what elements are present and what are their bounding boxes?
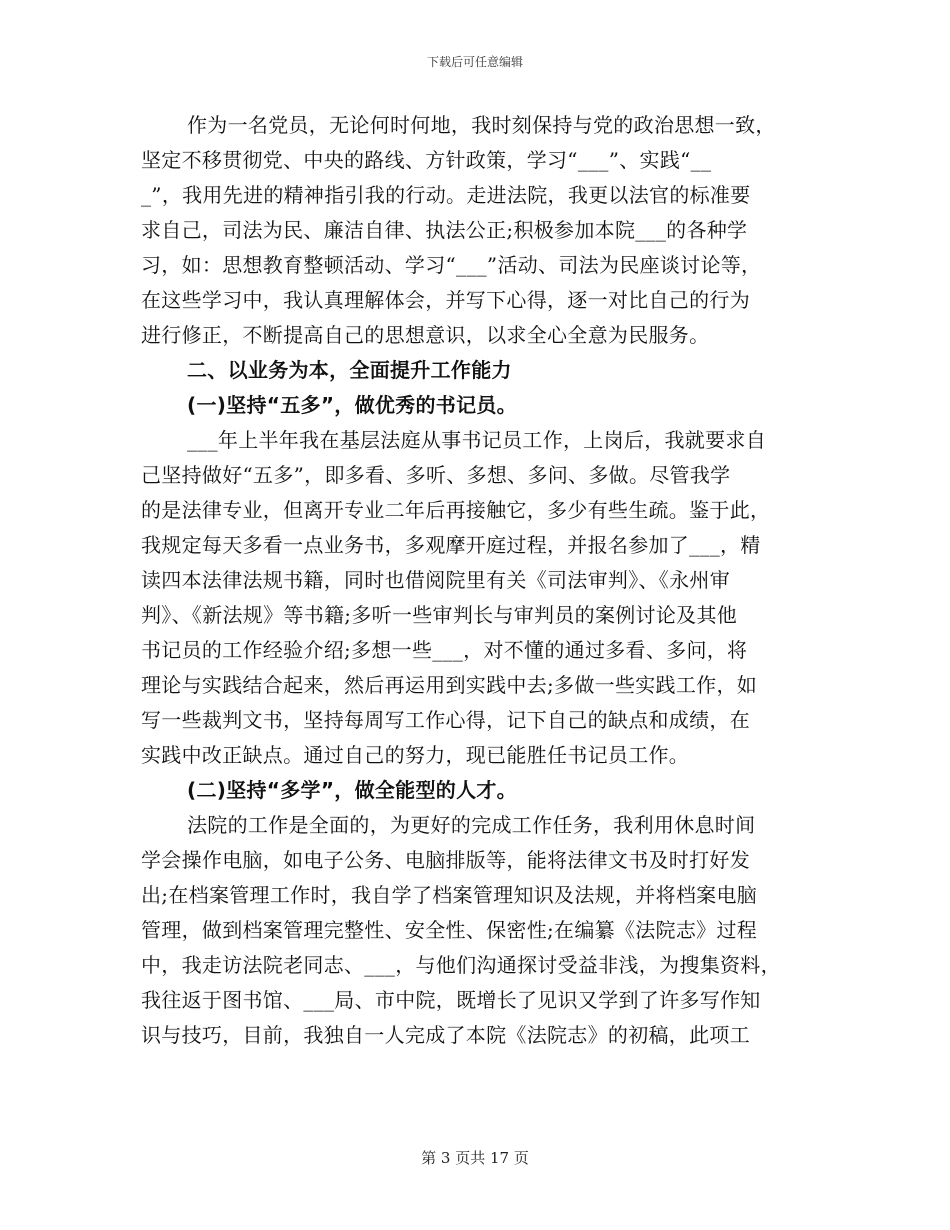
paragraph-line: 我往返于图书馆、___局、市中院，既增长了见识又学到了许多写作知: [141, 988, 761, 1012]
paragraph-line: 中，我走访法院老同志、___，与他们沟通探讨受益非浅，为搜集资料，: [141, 953, 781, 977]
section-heading: 二、以业务为本，全面提升工作能力: [187, 358, 512, 382]
paragraph-line: 进行修正，不断提高自己的思想意识，以求全心全意为民服务。: [141, 323, 710, 347]
paragraph-line: 在这些学习中，我认真理解体会，并写下心得，逐一对比自己的行为: [141, 288, 750, 312]
paragraph-line: _”，我用先进的精神指引我的行动。走进法院，我更以法官的标准要: [141, 183, 751, 207]
paragraph-line: 判》、《新法规》等书籍;多听一些审判长与审判员的案例讨论及其他: [141, 603, 738, 627]
document-body: [141, 108, 813, 1053]
subsection-heading: (二)坚持“多学”，做全能型的人才。: [187, 778, 517, 802]
paragraph-line: 作为一名党员，无论何时何地，我时刻保持与党的政治思想一致，: [187, 113, 776, 137]
paragraph-line: 己坚持做好“五多”，即多看、多听、多想、多问、多做。尽管我学: [141, 463, 731, 487]
paragraph-line: 写一些裁判文书，坚持每周写工作心得，记下自己的缺点和成绩，在: [141, 708, 750, 732]
paragraph-line: 读四本法律法规书籍，同时也借阅院里有关《司法审判》、《永州审: [141, 568, 730, 592]
paragraph-line: 学会操作电脑，如电子公务、电脑排版等，能将法律文书及时打好发: [141, 848, 750, 872]
paragraph-line: 出;在档案管理工作时，我自学了档案管理知识及法规，并将档案电脑: [141, 883, 758, 907]
paragraph-line: 求自己，司法为民、廉洁自律、执法公正;积极参加本院___的各种学: [141, 218, 748, 242]
paragraph-line: 习，如：思想教育整顿活动、学习“___”活动、司法为民座谈讨论等，: [141, 253, 762, 277]
paragraph-line: 理论与实践结合起来，然后再运用到实践中去;多做一些实践工作，如: [141, 673, 758, 697]
paragraph-line: 的是法律专业，但离开专业二年后再接触它，多少有些生疏。鉴于此，: [141, 498, 771, 522]
paragraph-line: 实践中改正缺点。通过自己的努力，现已能胜任书记员工作。: [141, 743, 690, 767]
paragraph-line: 管理，做到档案管理完整性、安全性、保密性;在编纂《法院志》过程: [141, 918, 758, 942]
paragraph-line: 我规定每天多看一点业务书，多观摩开庭过程，并报名参加了___，精: [141, 533, 761, 557]
paragraph-line: 坚定不移贯彻党、中央的路线、方针政策，学习“___”、实践“__: [141, 148, 712, 172]
paragraph-line: ___年上半年我在基层法庭从事书记员工作，上岗后，我就要求自: [187, 428, 766, 452]
paragraph-line: 法院的工作是全面的，为更好的完成工作任务，我利用休息时间: [187, 813, 756, 837]
page-footer: 第 3 页共 17 页: [421, 1149, 529, 1167]
paragraph-line: 书记员的工作经验介绍;多想一些___，对不懂的通过多看、多问，将: [141, 638, 748, 662]
subsection-heading: (一)坚持“五多”，做优秀的书记员。: [187, 393, 517, 417]
page-header: 下载后可任意编辑: [426, 55, 523, 69]
paragraph-line: 识与技巧，目前，我独自一人完成了本院《法院志》的初稿，此项工: [141, 1023, 750, 1047]
